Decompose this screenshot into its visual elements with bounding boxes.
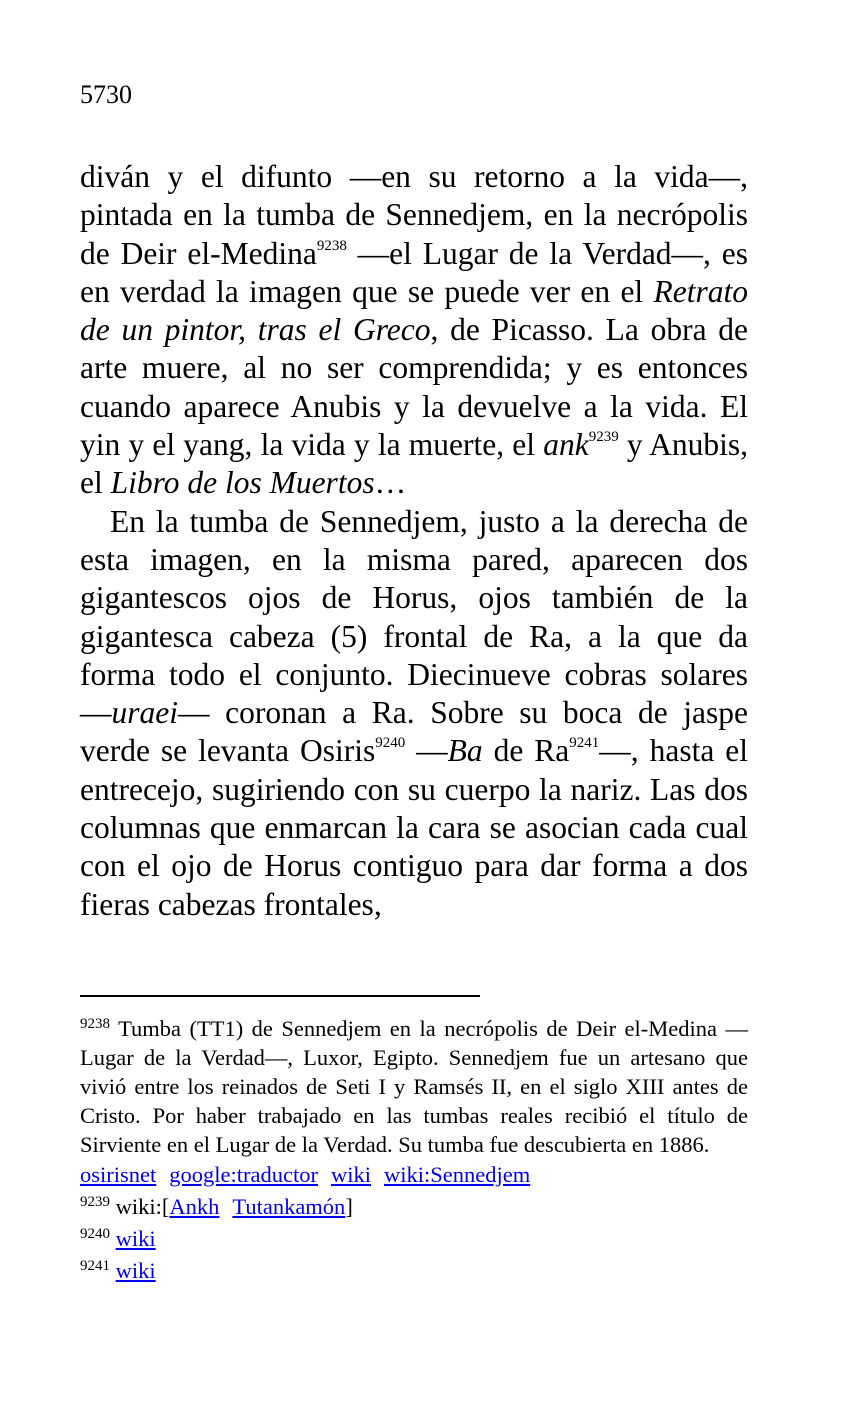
footnote-prefix: wiki:[: [115, 1193, 170, 1219]
p2-text-2: — coronan a Ra. Sobre su boca de jaspe verde se levanta Osiris: [80, 695, 748, 769]
footnote-ref-9238[interactable]: 9238: [316, 237, 347, 254]
link-osirisnet[interactable]: osirisnet: [80, 1162, 157, 1187]
footnote-number: 9239: [80, 1193, 110, 1210]
footnote-divider: [80, 995, 480, 997]
p1-text-3: , de Picasso. La obra de arte muere, al no ser comprendida; y es entonces cuando aparece Anubis y la devuelve a la vida. El yin y el yang, la vida y la muerte, el: [80, 312, 748, 463]
footnote-ref-9239[interactable]: 9239: [588, 429, 619, 446]
footnote-text: Tumba (TT1) de Sennedjem en la necrópolis de Deir el-Medina —Lugar de la Verdad—, Luxor, Egipto. Sennedjem fue un artesano que vivió entre los reinados de Seti I y Ramsés II, en el siglo XIII antes de Cristo. Por haber trabajado en las tumbas reales recibió el título de Sirviente en el Lugar de la Verdad. Su tumba fue descubierta en 1886.: [80, 1016, 748, 1157]
p2-italic-ba: Ba: [447, 733, 483, 769]
p1-italic-ank: ank: [543, 427, 589, 463]
p1-text-1: diván y el difunto —en su retorno a la vida—, pintada en la tumba de Sennedjem, en la necrópolis de Deir el-Medina: [80, 159, 748, 271]
footnote-number: 9240: [80, 1225, 110, 1242]
paragraph-1: [80, 158, 748, 503]
footnote-ref-9240[interactable]: 9240: [375, 735, 406, 752]
p2-text-1: En la tumba de Sennedjem, justo a la derecha de esta imagen, en la misma pared, aparecen dos gigantescos ojos de Horus, ojos también de la gigantesca cabeza (5) frontal de Ra, a la que da forma todo el conjunto. Diecinueve cobras solares —: [80, 503, 748, 731]
footnote-9239: [80, 1191, 748, 1223]
link-ankh[interactable]: Ankh: [169, 1193, 220, 1219]
p1-text-2: —el Lugar de la Verdad—, es en verdad la imagen que se puede ver en el: [80, 235, 748, 309]
link-wiki[interactable]: wiki: [115, 1257, 156, 1283]
footnote-ref-9241[interactable]: 9241: [569, 735, 600, 752]
footnote-9240: [80, 1223, 748, 1255]
paragraph-2: [80, 503, 748, 924]
footnote-9238: [80, 1014, 748, 1159]
link-tutankamon[interactable]: Tutankamón: [232, 1193, 346, 1219]
footnote-suffix: ]: [345, 1193, 353, 1219]
p1-italic-libro: Libro de los Muertos: [110, 465, 375, 501]
p1-italic-retrato: Retrato de un pintor, tras el Greco: [80, 273, 748, 348]
main-text: [80, 158, 748, 924]
p2-text-4: de Ra: [482, 733, 570, 769]
link-wiki[interactable]: wiki: [115, 1225, 156, 1251]
footnotes: [80, 1014, 748, 1287]
footnote-9241: [80, 1255, 748, 1287]
p1-text-4: y Anubis, el: [80, 427, 748, 501]
footnote-number: 9238: [80, 1016, 110, 1032]
p2-italic-uraei: uraei: [111, 695, 178, 731]
link-wiki-sennedjem[interactable]: wiki:Sennedjem: [383, 1162, 531, 1187]
p1-text-5: …: [374, 465, 407, 501]
link-google-traductor[interactable]: google:traductor: [169, 1162, 318, 1187]
page-number: 5730: [80, 80, 132, 109]
p2-text-3: —: [405, 733, 448, 769]
footnote-number: 9241: [80, 1257, 110, 1274]
footnote-9238-links: [80, 1159, 748, 1191]
link-wiki[interactable]: wiki: [330, 1162, 371, 1187]
p2-text-5: —, hasta el entrecejo, sugiriendo con su cuerpo la nariz. Las dos columnas que enmarcan la cara se asocian cada cual con el ojo de Horus contiguo para dar forma a dos fieras cabezas frontales,: [80, 733, 748, 922]
